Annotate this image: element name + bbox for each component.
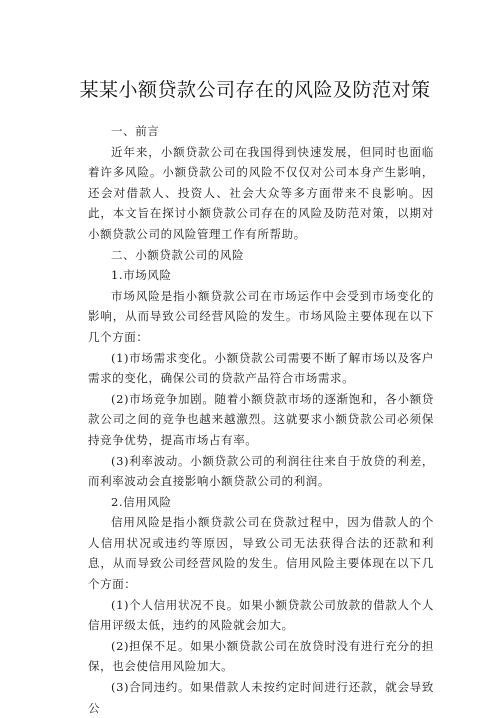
section-heading-risks: 二、小额贷款公司的风险 (111, 247, 245, 262)
market-risk-paragraph: 市场风险是指小额贷款公司在市场运作中会受到市场变化的影响，从而导致公司经营风险的发生。市场风险主要体现在以下几个方面： (88, 288, 434, 344)
credit-risk-item-2: (2)担保不足。如果小额贷款公司在放贷时没有进行充分的担保，也会使信用风险加大。 (88, 638, 434, 674)
credit-risk-item-1: (1)个人信用状况不良。如果小额贷款公司放款的借款人个人信用评级太低，违约的风险就会加大。 (88, 597, 434, 633)
market-risk-item-3: (3)利率波动。小额贷款公司的利润往往来自于放贷的利差，而利率波动会直接影响小额贷款公司的利润。 (88, 453, 434, 489)
preface-paragraph: 近年来，小额贷款公司在我国得到快速发展，但同时也面临着许多风险。小额贷款公司的风险不仅仅对公司本身产生影响，还会对借款人、投资人、社会大众等多方面带来不良影响。因此，本文旨在探讨小额贷款公司存在的风险及防范对策，以期对小额贷款公司的风险管理工作有所帮助。 (88, 144, 434, 241)
market-risk-item-2: (2)市场竞争加剧。随着小额贷款市场的逐渐饱和，各小额贷款公司之间的竞争也越来越激烈。这就要求小额贷款公司必须保持竞争优势，提高市场占有率。 (88, 391, 434, 447)
credit-risk-paragraph: 信用风险是指小额贷款公司在贷款过程中，因为借款人的个人信用状况或违约等原因，导致公司无法获得合法的还款和利息，从而导致公司经营风险的发生。信用风险主要体现在以下几个方面： (88, 515, 434, 592)
credit-risk-item-3: (3)合同违约。如果借款人未按约定时间进行还款，就会导致公 (88, 680, 434, 715)
subheading-credit-risk: 2.信用风险 (111, 494, 172, 509)
subheading-market-risk: 1.市场风险 (111, 268, 172, 283)
document-body (88, 121, 434, 718)
document-title: 某某小额贷款公司存在的风险及防范对策 (79, 79, 431, 101)
section-heading-preface: 一、前言 (111, 124, 160, 138)
market-risk-item-1: (1)市场需求变化。小额贷款公司需要不断了解市场以及客户需求的变化，确保公司的贷款产品符合市场需求。 (88, 350, 434, 386)
